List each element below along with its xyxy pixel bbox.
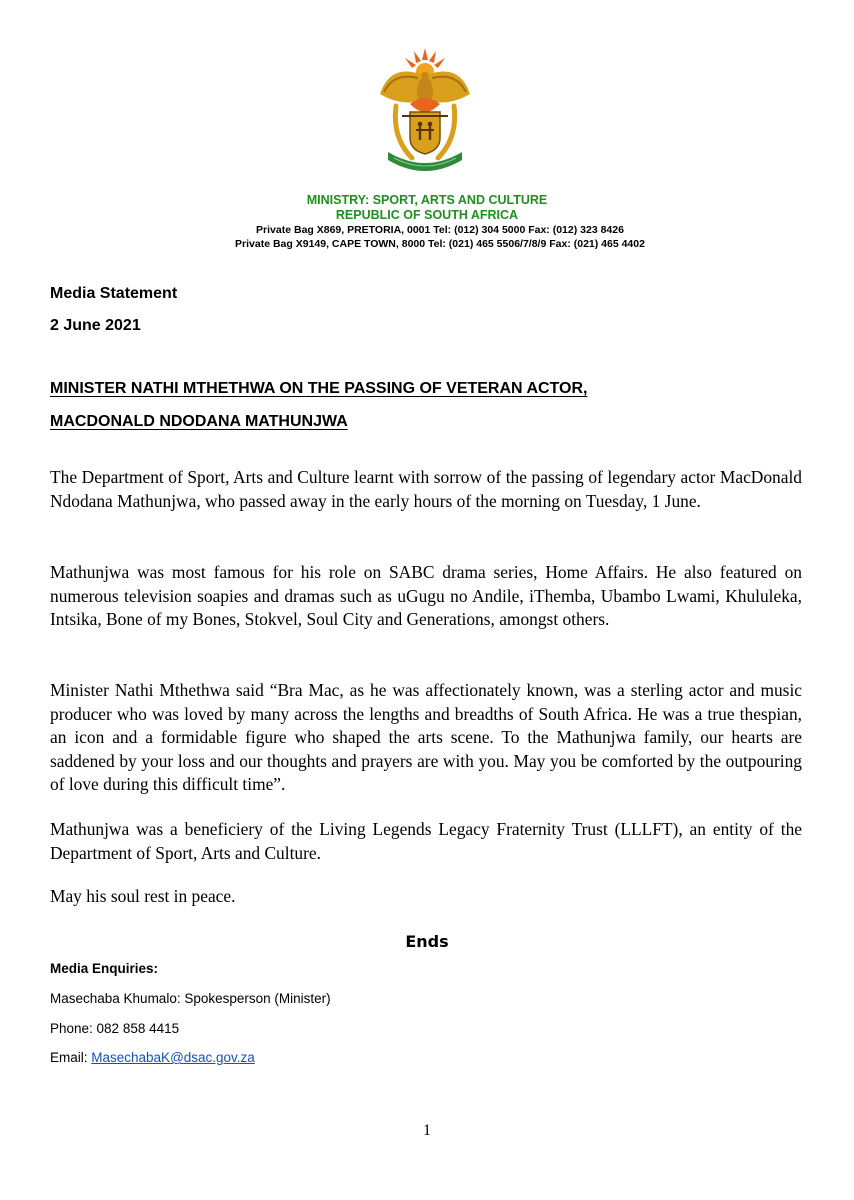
country-name: REPUBLIC OF SOUTH AFRICA (335, 208, 519, 222)
document-type: Media Statement (50, 285, 178, 302)
ends-marker: Ends (405, 932, 449, 951)
spokesperson: Masechaba Khumalo: Spokesperson (Minister) (50, 991, 331, 1006)
phone-number: Phone: 082 858 4415 (50, 1021, 180, 1036)
media-enquiries-heading: Media Enquiries: (50, 961, 159, 976)
statement-date: 2 June 2021 (50, 317, 141, 334)
body-paragraph-5: May his soul rest in peace. (50, 886, 236, 906)
page-number: 1 (423, 1122, 431, 1139)
address-cape-town: Private Bag X9149, CAPE TOWN, 8000 Tel: (021) 465 5506/7/8/9 Fax: (021) 465 4402 (235, 238, 645, 250)
address-pretoria: Private Bag X869, PRETORIA, 0001 Tel: (012) 304 5000 Fax: (012) 323 8426 (256, 224, 624, 236)
email-link[interactable]: MasechabaK@dsac.gov.za (91, 1050, 255, 1065)
email-label: Email: (50, 1050, 92, 1065)
body-paragraph-2: Mathunjwa was most famous for his role on SABC drama series, Home Affairs. He also featured on numerous television soapies and dramas such as uGugu no Andile, iThemba, Ubambo Lwami, Khululeka, Intsika, Bone of my Bones, Stokvel, Soul City and Generations, amongst others. (50, 562, 802, 629)
letterhead (0, 193, 854, 251)
body-paragraph-4: Mathunjwa was a beneficiery of the Living Legends Legacy Fraternity Trust (LLLFT), an entity of the Department of Sport, Arts and Culture. (50, 819, 802, 863)
headline-line-2: MACDONALD NDODANA MATHUNJWA (50, 413, 348, 430)
body-paragraph-1: The Department of Sport, Arts and Culture learnt with sorrow of the passing of legendary actor MacDonald Ndodana Mathunjwa, who passed away in the early hours of the morning on Tuesday, 1 June. (50, 467, 802, 511)
ministry-name: MINISTRY: SPORT, ARTS AND CULTURE (306, 193, 548, 207)
headline-line-1: MINISTER NATHI MTHETHWA ON THE PASSING OF VETERAN ACTOR, (50, 380, 588, 397)
coat-of-arms-icon (370, 46, 480, 176)
email-line (50, 1050, 255, 1065)
body-paragraph-3: Minister Nathi Mthethwa said “Bra Mac, as he was affectionately known, was a sterling actor and music producer who was loved by many across the lengths and breadths of South Africa. He was a true thespian, an icon and a formidable figure who shaped the arts scene. To the Mathunjwa family, our hearts are saddened by your loss and our thoughts and prayers are with you. May you be comforted by the outpouring of love during this difficult time”. (50, 680, 802, 794)
